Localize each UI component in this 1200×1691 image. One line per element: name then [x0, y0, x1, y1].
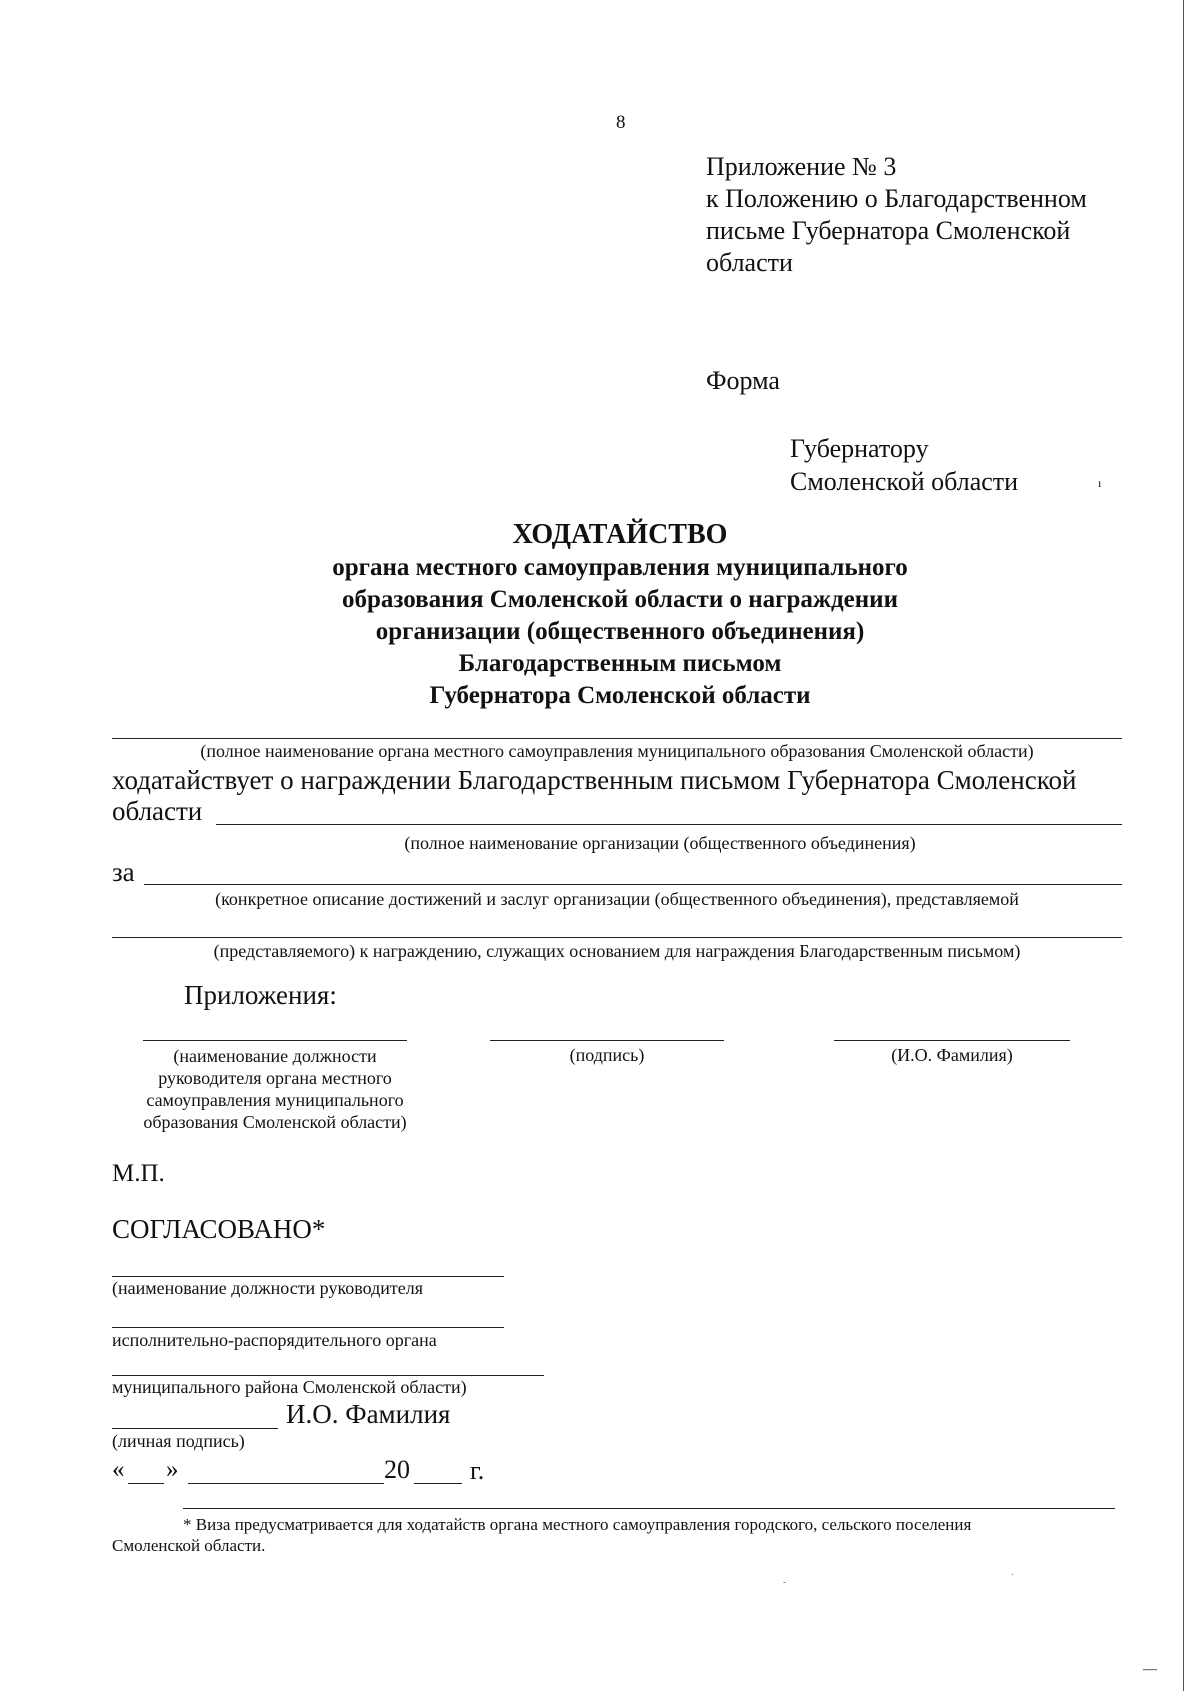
approval-caption-2: исполнительно-распорядительного органа	[112, 1330, 437, 1350]
addressee-line: Губернатору	[790, 434, 929, 463]
name-fill-line[interactable]	[834, 1040, 1070, 1041]
date-close-quote: »	[166, 1456, 179, 1483]
scan-speck: —	[1143, 1662, 1157, 1677]
page-edge	[1183, 0, 1184, 1691]
approval-fill-line-3[interactable]	[112, 1375, 544, 1376]
signature-caption: (подпись)	[569, 1045, 645, 1065]
position-caption-line: самоуправления муниципального	[146, 1090, 404, 1110]
stamp-label: М.П.	[112, 1160, 165, 1187]
form-label: Форма	[706, 366, 780, 395]
organization-fill-line[interactable]	[216, 824, 1122, 825]
authority-fill-line[interactable]	[112, 738, 1122, 739]
footnote-line: * Виза предусматривается для ходатайств органа местного самоуправления городского, сельского поселения	[183, 1515, 972, 1534]
petition-line: области	[112, 796, 203, 826]
title-line: Губернатора Смоленской области	[429, 682, 811, 709]
footnote-separator	[183, 1508, 1115, 1509]
year-prefix: 20	[384, 1455, 410, 1484]
position-caption-line: (наименование должности	[173, 1046, 377, 1066]
caption-organization: (полное наименование организации (общественного объединения)	[404, 833, 916, 853]
year-suffix: г.	[470, 1456, 485, 1485]
title-line: органа местного самоуправления муниципального	[332, 554, 908, 581]
petition-line: ходатайствует о награждении Благодарственным письмом Губернатора Смоленской	[112, 765, 1077, 795]
page-number: 8	[616, 112, 626, 133]
title-line: организации (общественного объединения)	[375, 618, 865, 645]
signature-fill-line[interactable]	[490, 1040, 724, 1041]
date-day-line[interactable]	[128, 1483, 164, 1484]
scan-speck: -	[783, 1577, 787, 1588]
position-caption-line: образования Смоленской области)	[143, 1112, 407, 1132]
approval-signature-caption: (личная подпись)	[112, 1431, 245, 1451]
position-caption-line: руководителя органа местного	[158, 1068, 392, 1088]
title-line: образования Смоленской области о награждении	[342, 586, 898, 613]
attachments-label: Приложения:	[184, 980, 337, 1010]
position-fill-line[interactable]	[143, 1040, 407, 1041]
title-line: Благодарственным письмом	[458, 650, 782, 677]
addressee-line: Смоленской области	[790, 467, 1019, 496]
caption-authority: (полное наименование органа местного самоуправления муниципального образования Смоленской области)	[200, 741, 1034, 761]
date-year-line[interactable]	[414, 1483, 462, 1484]
scan-speck: ·	[1011, 1570, 1015, 1581]
approval-fill-line-2[interactable]	[112, 1327, 504, 1328]
approval-signature-line[interactable]	[112, 1428, 278, 1429]
approval-name: И.О. Фамилия	[286, 1399, 451, 1429]
approval-caption-1: (наименование должности руководителя	[112, 1278, 424, 1298]
position-caption	[103, 1045, 447, 1133]
caption-merits-2: (представляемого) к награждению, служащих основанием для награждения Благодарственным письмом)	[213, 941, 1021, 961]
document-title	[280, 518, 960, 712]
approval-title: СОГЛАСОВАНО*	[112, 1214, 326, 1244]
appendix-line: к Положению о Благодарственном	[706, 184, 1087, 213]
caption-merits-1: (конкретное описание достижений и заслуг организации (общественного объединения), представляемой	[215, 889, 1019, 909]
date-open-quote: «	[112, 1456, 125, 1483]
date-month-line[interactable]	[188, 1483, 384, 1484]
appendix-line: Приложение № 3	[706, 152, 897, 181]
approval-caption-3: муниципального района Смоленской области)	[112, 1377, 467, 1397]
merits-fill-line[interactable]	[144, 884, 1122, 885]
appendix-line: области	[706, 248, 793, 277]
footnote-line: Смоленской области.	[112, 1536, 266, 1555]
title-main: ХОДАТАЙСТВО	[512, 519, 728, 550]
appendix-line: письме Губернатора Смоленской	[706, 216, 1071, 245]
merits-fill-line-2[interactable]	[112, 937, 1122, 938]
for-label: за	[112, 857, 135, 887]
scan-speck: ı	[1098, 476, 1102, 490]
approval-fill-line-1[interactable]	[112, 1276, 504, 1277]
name-caption: (И.О. Фамилия)	[891, 1045, 1013, 1065]
